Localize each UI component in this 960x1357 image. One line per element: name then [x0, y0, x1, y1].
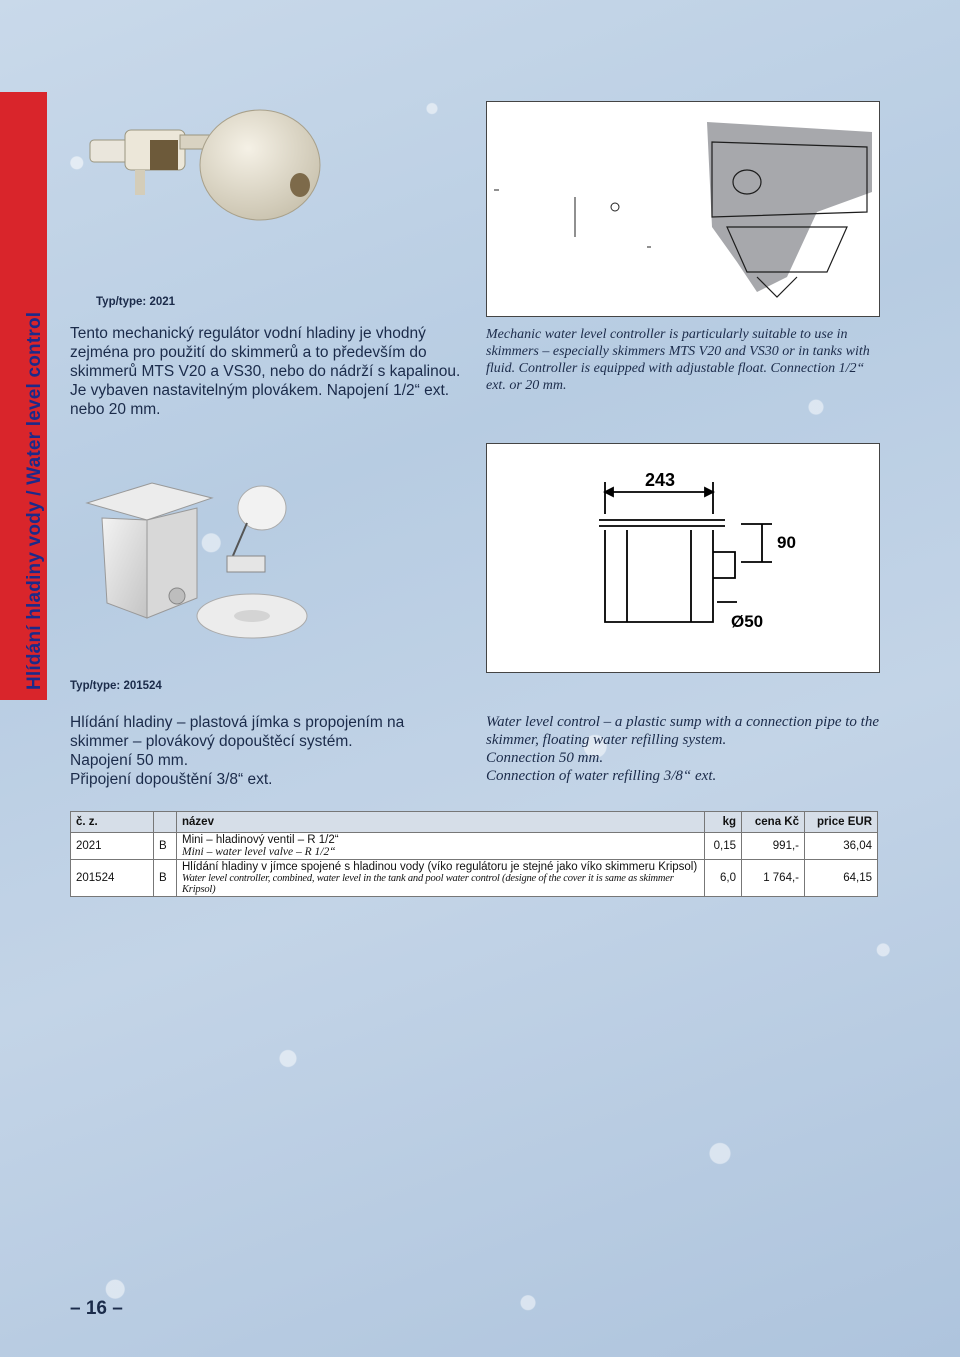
product1-type-label: Typ/type: 2021 — [96, 296, 176, 308]
product2-description-cz — [70, 713, 462, 789]
row-price-eur: 64,15 — [805, 860, 878, 897]
product2-cz-line1: Hlídání hladiny – plastová jímka s propojením na skimmer – plovákový dopouštěcí systém. — [70, 714, 405, 750]
product-photo-regulator — [80, 100, 330, 260]
row-kg: 0,15 — [705, 833, 742, 860]
product2-en-line2: Connection 50 mm. — [486, 750, 604, 766]
row-price-czk: 991,- — [742, 833, 805, 860]
row-name — [177, 833, 705, 860]
dimension-diameter: Ø50 — [731, 612, 764, 631]
page-number: – 16 – — [70, 1298, 123, 1319]
product2-type-label: Typ/type: 201524 — [70, 680, 162, 692]
product2-cz-line2: Napojení 50 mm. — [70, 752, 189, 769]
row-name-en: Mini – water level valve – R 1/2“ — [182, 846, 336, 858]
row-name-en: Water level controller, combined, water level in the tank and pool water control (designe of the cover it is same as skimmer Kripsol) — [182, 873, 674, 895]
product2-description-en — [486, 713, 880, 785]
product-photo-sump — [82, 478, 322, 648]
row-code: 2021 — [71, 833, 154, 860]
table-row — [71, 833, 878, 860]
product1-line-drawing — [486, 101, 880, 317]
product2-en-line1: Water level control – a plastic sump with a connection pipe to the skimmer, floating water refilling system. — [486, 714, 879, 748]
price-table — [70, 811, 878, 897]
product2-dimension-drawing — [486, 443, 880, 673]
row-price-czk: 1 764,- — [742, 860, 805, 897]
header-code: č. z. — [71, 812, 154, 833]
product1-description-en: Mechanic water level controller is particularly suitable to use in skimmers – especially skimmers MTS V20 and VS30 or in tanks with fluid. Controller is equipped with adjustable float. Connection 1/2“ ext. or 20 mm. — [486, 327, 870, 393]
dimension-width: 243 — [645, 470, 676, 490]
table-row — [71, 860, 878, 897]
row-price-eur: 36,04 — [805, 833, 878, 860]
sidebar-title: Hlídání hladiny vody / Water level control — [24, 311, 45, 690]
product1-description-cz: Tento mechanický regulátor vodní hladiny je vhodný zejména pro použití do skimmerů a to především do skimmerů MTS V20 a VS30, nebo do nádrží s kapalinou. Je vybaven nastavitelným plovákem. Napojení 1/2“ ext. nebo 20 mm. — [70, 325, 461, 418]
dimension-height: 90 — [777, 533, 796, 552]
header-price-czk: cena Kč — [742, 812, 805, 833]
row-class: B — [154, 833, 177, 860]
header-kg: kg — [705, 812, 742, 833]
row-name-cz: Mini – hladinový ventil – R 1/2“ — [182, 834, 339, 846]
row-name-cz: Hlídání hladiny v jímce spojené s hladinou vody (víko regulátoru je stejné jako víko skimmeru Kripsol) — [182, 861, 698, 873]
price-table-header — [71, 812, 878, 833]
row-kg: 6,0 — [705, 860, 742, 897]
row-code: 201524 — [71, 860, 154, 897]
product2-en-line3: Connection of water refilling 3/8“ ext. — [486, 768, 717, 784]
header-name: název — [177, 812, 705, 833]
row-name — [177, 860, 705, 897]
row-class: B — [154, 860, 177, 897]
header-price-eur: price EUR — [805, 812, 878, 833]
header-class — [154, 812, 177, 833]
product2-cz-line3: Připojení dopouštění 3/8“ ext. — [70, 771, 273, 788]
